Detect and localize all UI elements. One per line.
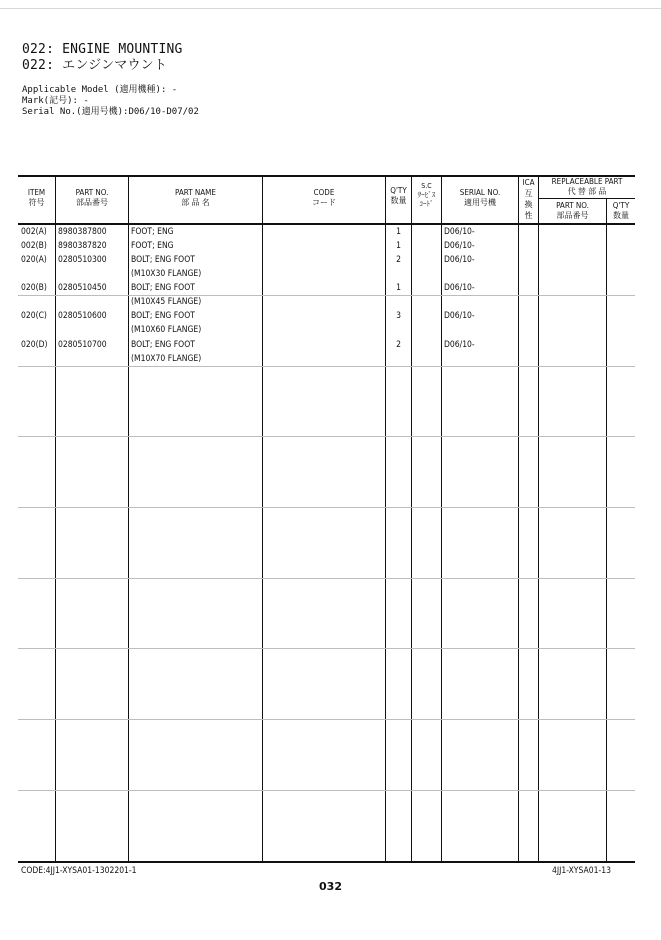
col-header-sc: S.C ｻｰﾋﾞｽ ｺｰﾄﾞ — [417, 182, 436, 208]
applicable-model: Applicable Model (適用機種): - — [22, 85, 178, 95]
row-qty: 1 — [396, 227, 401, 237]
row-part-name: BOLT; ENG FOOT — [131, 340, 195, 350]
col-rule — [441, 176, 442, 862]
row-item: 020(C) — [21, 311, 47, 321]
col-header-ica: ICA 互 換 性 — [522, 178, 535, 220]
serial-range: Serial No.(適用号機):D06/10-D07/02 — [22, 107, 199, 117]
row-item: 002(A) — [21, 227, 47, 237]
row-serial: D06/10- — [444, 241, 475, 251]
col-rule — [518, 176, 519, 862]
col-header-serial: SERIAL NO. 適用号機 — [459, 188, 501, 207]
row-part-name: BOLT; ENG FOOT — [131, 283, 195, 293]
row-part-no: 8980387800 — [58, 227, 107, 237]
row-qty: 2 — [396, 340, 401, 350]
row-qty: 2 — [396, 255, 401, 265]
page-title-en: 022: ENGINE MOUNTING — [22, 42, 183, 57]
row-part-name: FOOT; ENG — [131, 241, 174, 251]
row-item: 020(D) — [21, 340, 48, 350]
col-header-code: CODE コード — [312, 188, 336, 207]
col-header-item: ITEM 符号 — [27, 188, 46, 207]
row-part-no: 0280510700 — [58, 340, 107, 350]
row-part-spec: (M10X45 FLANGE) — [131, 297, 202, 307]
footer-code: CODE:4JJ1-XYSA01-1302201-1 — [21, 866, 137, 876]
row-separator — [18, 578, 635, 579]
row-qty: 1 — [396, 241, 401, 251]
row-item: 020(B) — [21, 283, 47, 293]
col-header-part-name: PART NAME 部 品 名 — [175, 188, 216, 207]
col-rule — [262, 176, 263, 862]
col-rule — [411, 176, 412, 862]
row-serial: D06/10- — [444, 283, 475, 293]
header-bottom-rule — [18, 223, 635, 225]
table-bottom-rule — [18, 861, 635, 863]
replaceable-sub-rule — [538, 198, 635, 199]
mark: Mark(記号): - — [22, 96, 89, 106]
row-separator — [18, 719, 635, 720]
col-header-qty: Q'TY 数量 — [390, 186, 407, 205]
row-separator — [18, 295, 635, 296]
col-header-rep-part-no: PART NO. 部品番号 — [556, 201, 589, 220]
col-rule — [538, 176, 539, 862]
row-part-no: 8980387820 — [58, 241, 107, 251]
row-separator — [18, 436, 635, 437]
row-part-spec: (M10X30 FLANGE) — [131, 269, 202, 279]
row-separator — [18, 790, 635, 791]
col-header-rep-qty: Q'TY 数量 — [612, 201, 630, 220]
row-qty: 3 — [396, 311, 401, 321]
col-header-part-no: PART NO. 部品番号 — [75, 188, 109, 207]
row-part-no: 0280510300 — [58, 255, 107, 265]
footer-ref: 4JJ1-XYSA01-13 — [552, 866, 611, 876]
row-part-name: FOOT; ENG — [131, 227, 174, 237]
row-part-name: BOLT; ENG FOOT — [131, 311, 195, 321]
row-serial: D06/10- — [444, 227, 475, 237]
row-part-no: 0280510600 — [58, 311, 107, 321]
row-part-spec: (M10X60 FLANGE) — [131, 325, 202, 335]
col-rule — [128, 176, 129, 862]
row-serial: D06/10- — [444, 255, 475, 265]
row-separator — [18, 366, 635, 367]
row-part-spec: (M10X70 FLANGE) — [131, 354, 202, 364]
page-title-jp: 022: エンジンマウント — [22, 58, 168, 73]
page-number: 032 — [319, 880, 342, 893]
row-part-no: 0280510450 — [58, 283, 107, 293]
row-separator — [18, 507, 635, 508]
row-item: 002(B) — [21, 241, 47, 251]
row-part-name: BOLT; ENG FOOT — [131, 255, 195, 265]
col-rule — [385, 176, 386, 862]
col-rule — [606, 199, 607, 862]
row-qty: 1 — [396, 283, 401, 293]
col-rule — [55, 176, 56, 862]
row-separator — [18, 648, 635, 649]
row-serial: D06/10- — [444, 340, 475, 350]
row-serial: D06/10- — [444, 311, 475, 321]
col-header-replaceable: REPLACEABLE PART 代 替 部 品 — [551, 177, 623, 196]
row-item: 020(A) — [21, 255, 47, 265]
